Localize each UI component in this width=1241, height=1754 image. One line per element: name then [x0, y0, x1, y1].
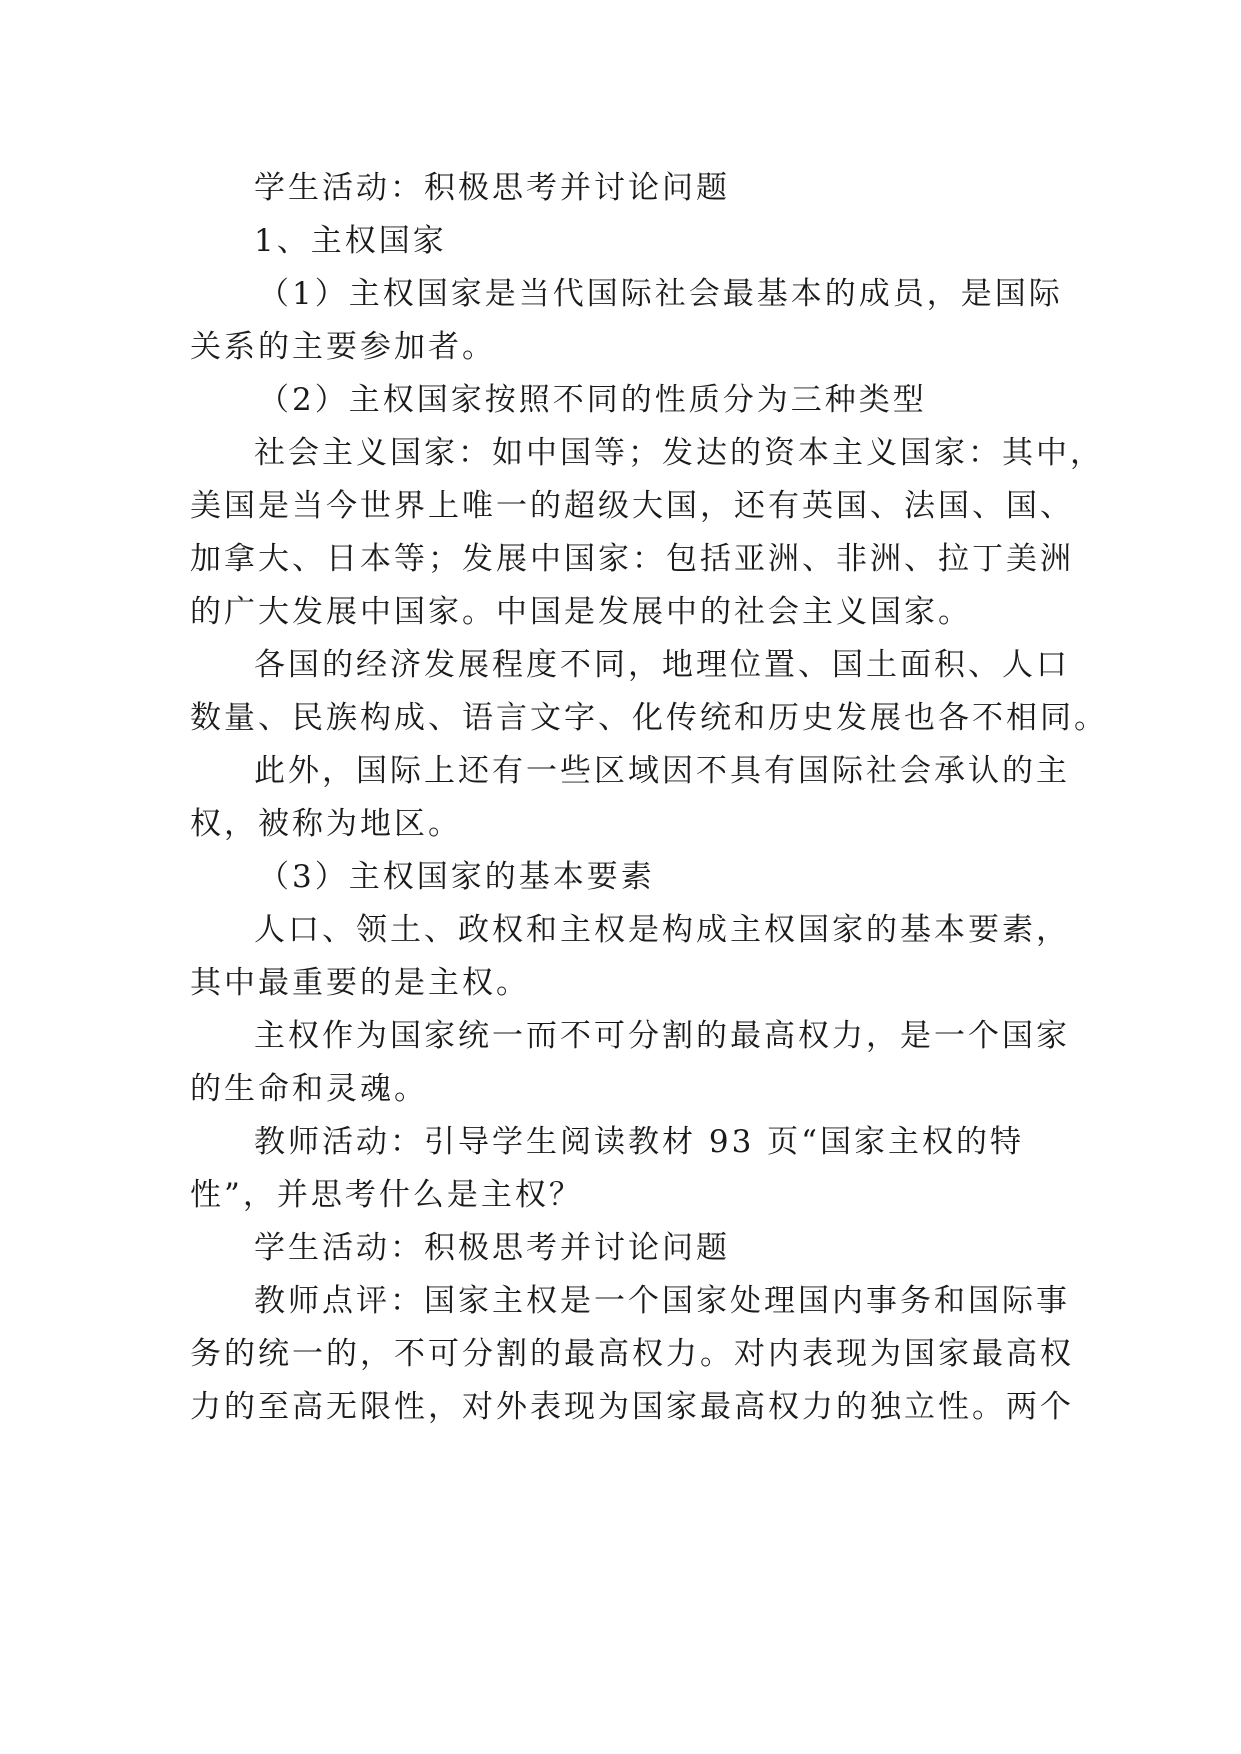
paragraph-line: 性”，并思考什么是主权？	[190, 1177, 583, 1213]
section-heading: 1、主权国家	[254, 223, 447, 259]
subsection-heading: （2）主权国家按照不同的性质分为三种类型	[258, 382, 927, 418]
paragraph-line: 力的至高无限性，对外表现为国家最高权力的独立性。两个	[190, 1389, 1074, 1425]
paragraph-line: 的生命和灵魂。	[190, 1071, 428, 1107]
paragraph-line: 学生活动：积极思考并讨论问题	[254, 1230, 730, 1266]
paragraph-line: 各国的经济发展程度不同，地理位置、国土面积、人口	[254, 647, 1070, 683]
paragraph-line: 学生活动：积极思考并讨论问题	[254, 170, 730, 206]
paragraph-line: 其中最重要的是主权。	[190, 965, 530, 1001]
paragraph-line: 关系的主要参加者。	[190, 329, 496, 365]
subsection-heading: （3）主权国家的基本要素	[258, 859, 655, 895]
paragraph-line: 权，被称为地区。	[190, 806, 462, 842]
paragraph-line: 社会主义国家：如中国等；发达的资本主义国家：其中，	[254, 435, 1104, 471]
paragraph-line: （1）主权国家是当代国际社会最基本的成员，是国际	[258, 276, 1063, 312]
paragraph-line: 教师活动：引导学生阅读教材 93 页“国家主权的特	[254, 1124, 1025, 1160]
paragraph-line: 美国是当今世界上唯一的超级大国，还有英国、法国、国、	[190, 488, 1074, 524]
paragraph-line: 主权作为国家统一而不可分割的最高权力，是一个国家	[254, 1018, 1070, 1054]
paragraph-line: 加拿大、日本等；发展中国家：包括亚洲、非洲、拉丁美洲	[190, 541, 1074, 577]
paragraph-line: 数量、民族构成、语言文字、化传统和历史发展也各不相同。	[190, 700, 1108, 736]
paragraph-line: 的广大发展中国家。中国是发展中的社会主义国家。	[190, 594, 972, 630]
paragraph-line: 此外，国际上还有一些区域因不具有国际社会承认的主	[254, 753, 1070, 789]
paragraph-line: 务的统一的，不可分割的最高权力。对内表现为国家最高权	[190, 1336, 1074, 1372]
paragraph-line: 教师点评：国家主权是一个国家处理国内事务和国际事	[254, 1283, 1070, 1319]
paragraph-line: 人口、领土、政权和主权是构成主权国家的基本要素，	[254, 912, 1070, 948]
